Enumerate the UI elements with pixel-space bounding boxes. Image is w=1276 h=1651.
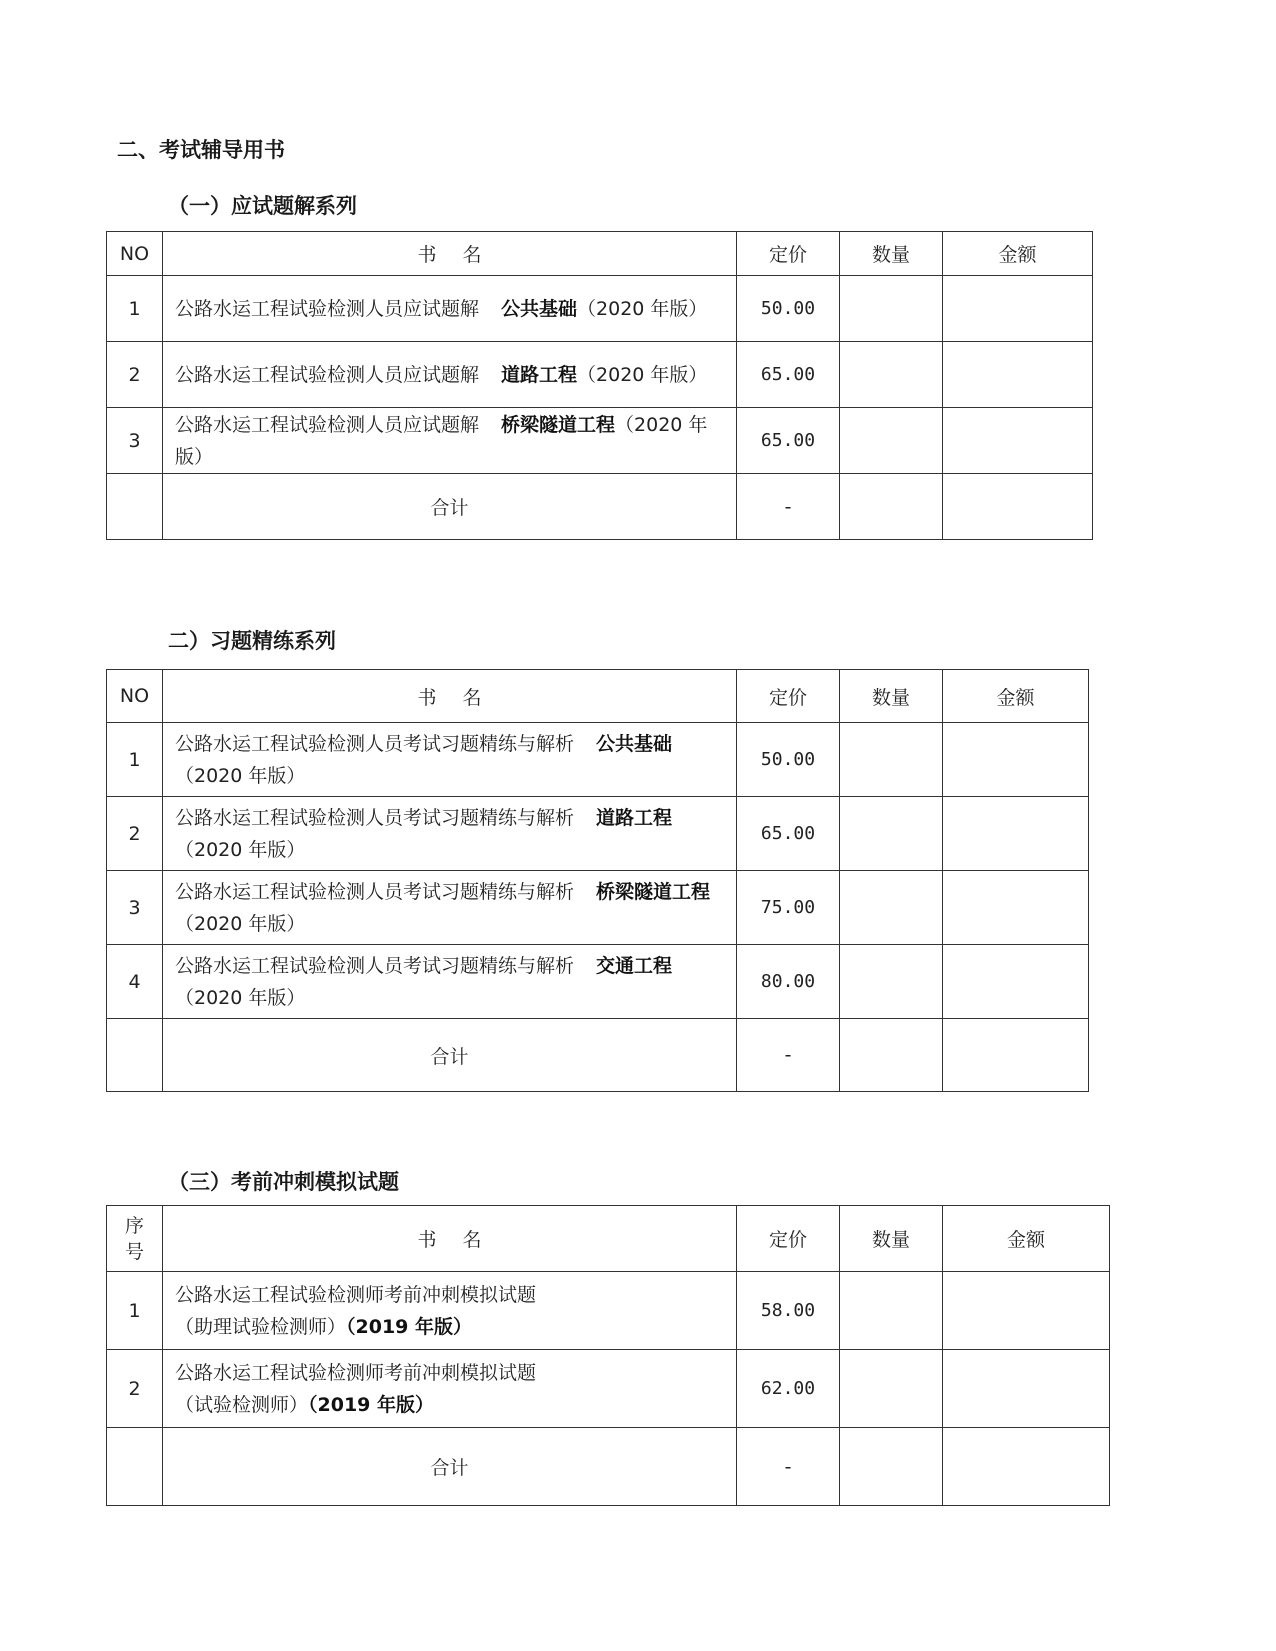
total-amount-cell[interactable] xyxy=(943,474,1093,540)
header-quantity: 数量 xyxy=(840,232,943,276)
title-edition: （2020 年版） xyxy=(577,363,708,386)
amount-cell[interactable] xyxy=(943,1350,1110,1428)
book-title xyxy=(163,1272,737,1350)
total-quantity-cell[interactable] xyxy=(840,1019,943,1092)
header-price: 定价 xyxy=(737,1206,840,1272)
title-edition: （2020 年版） xyxy=(577,297,708,320)
amount-cell[interactable] xyxy=(943,723,1089,797)
title-subject: 公共基础 xyxy=(501,297,578,320)
row-no: 1 xyxy=(107,723,163,797)
quantity-cell[interactable] xyxy=(840,408,943,474)
header-amount: 金额 xyxy=(943,670,1089,723)
amount-cell[interactable] xyxy=(943,342,1093,408)
book-price: 65.00 xyxy=(737,342,840,408)
book-title xyxy=(163,797,737,871)
table-row xyxy=(107,1350,1110,1428)
title-edition: （2019 年版） xyxy=(346,1315,473,1338)
quantity-cell[interactable] xyxy=(840,342,943,408)
title-prefix: 公路水运工程试验检测人员应试题解 xyxy=(175,297,480,320)
row-no: 3 xyxy=(107,871,163,945)
header-amount: 金额 xyxy=(943,232,1093,276)
book-price: 80.00 xyxy=(737,945,840,1019)
header-title xyxy=(163,670,737,723)
header-title-char: 名 xyxy=(462,1229,482,1251)
book-title xyxy=(163,342,737,408)
table-row xyxy=(107,871,1089,945)
title-subject: 公共基础 xyxy=(596,732,673,755)
header-quantity: 数量 xyxy=(840,670,943,723)
amount-cell[interactable] xyxy=(943,797,1089,871)
table-row xyxy=(107,723,1089,797)
section-heading: （三）考前冲刺模拟试题 xyxy=(168,1170,399,1194)
title-edition: （2020 年版） xyxy=(175,413,708,468)
amount-cell[interactable] xyxy=(943,1272,1110,1350)
header-quantity: 数量 xyxy=(840,1206,943,1272)
book-price: 50.00 xyxy=(737,723,840,797)
book-price: 58.00 xyxy=(737,1272,840,1350)
header-title-char: 书 xyxy=(417,244,437,266)
book-title xyxy=(163,723,737,797)
table-header-row xyxy=(107,232,1093,276)
header-title xyxy=(163,1206,737,1272)
total-label: 合计 xyxy=(163,1019,737,1092)
book-price: 75.00 xyxy=(737,871,840,945)
book-price: 50.00 xyxy=(737,276,840,342)
title-prefix: 公路水运工程试验检测师考前冲刺模拟试题 xyxy=(175,1361,537,1384)
title-edition: （2020 年版） xyxy=(175,986,306,1009)
total-label: 合计 xyxy=(163,1428,737,1506)
book-title xyxy=(163,945,737,1019)
title-subject: 桥梁隧道工程 xyxy=(596,880,711,903)
total-amount-cell[interactable] xyxy=(943,1019,1089,1092)
header-seq xyxy=(107,1206,163,1272)
row-no: 4 xyxy=(107,945,163,1019)
amount-cell[interactable] xyxy=(943,276,1093,342)
total-amount-cell[interactable] xyxy=(943,1428,1110,1506)
table-row xyxy=(107,797,1089,871)
table-row xyxy=(107,342,1093,408)
book-title xyxy=(163,1350,737,1428)
header-title-char: 名 xyxy=(462,686,482,709)
total-price: - xyxy=(737,1428,840,1506)
book-table-exam-solutions xyxy=(106,231,1093,540)
title-subject: 道路工程 xyxy=(501,363,578,386)
title-edition: （2020 年版） xyxy=(175,838,306,861)
total-no-cell xyxy=(107,474,163,540)
title-level: （试验检测师） xyxy=(175,1393,309,1416)
book-table-mock-exams xyxy=(106,1205,1110,1506)
total-no-cell xyxy=(107,1428,163,1506)
total-row xyxy=(107,474,1093,540)
book-price: 65.00 xyxy=(737,797,840,871)
table-row xyxy=(107,945,1089,1019)
amount-cell[interactable] xyxy=(943,871,1089,945)
header-title-char: 名 xyxy=(462,244,482,266)
row-no: 2 xyxy=(107,797,163,871)
header-seq-line: 号 xyxy=(124,1240,144,1263)
quantity-cell[interactable] xyxy=(840,276,943,342)
header-price: 定价 xyxy=(737,670,840,723)
table-header-row xyxy=(107,1206,1110,1272)
table-header-row xyxy=(107,670,1089,723)
table-row xyxy=(107,1272,1110,1350)
amount-cell[interactable] xyxy=(943,408,1093,474)
book-title xyxy=(163,408,737,474)
book-title xyxy=(163,871,737,945)
row-no: 2 xyxy=(107,1350,163,1428)
header-title-char: 书 xyxy=(417,686,437,709)
quantity-cell[interactable] xyxy=(840,723,943,797)
title-prefix: 公路水运工程试验检测师考前冲刺模拟试题 xyxy=(175,1283,537,1306)
title-edition: （2020 年版） xyxy=(175,912,306,935)
total-price: - xyxy=(737,474,840,540)
title-level: （助理试验检测师） xyxy=(175,1315,347,1338)
quantity-cell[interactable] xyxy=(840,1272,943,1350)
total-quantity-cell[interactable] xyxy=(840,474,943,540)
total-quantity-cell[interactable] xyxy=(840,1428,943,1506)
quantity-cell[interactable] xyxy=(840,1350,943,1428)
row-no: 1 xyxy=(107,1272,163,1350)
amount-cell[interactable] xyxy=(943,945,1089,1019)
quantity-cell[interactable] xyxy=(840,797,943,871)
page-heading: 二、考试辅导用书 xyxy=(117,138,285,162)
header-title-char: 书 xyxy=(417,1229,437,1251)
title-prefix: 公路水运工程试验检测人员考试习题精练与解析 xyxy=(175,954,575,977)
row-no: 3 xyxy=(107,408,163,474)
total-row xyxy=(107,1019,1089,1092)
section-heading: （一）应试题解系列 xyxy=(168,194,357,218)
header-seq-line: 序 xyxy=(124,1214,144,1237)
title-subject: 道路工程 xyxy=(596,806,673,829)
title-prefix: 公路水运工程试验检测人员应试题解 xyxy=(175,413,480,436)
total-price: - xyxy=(737,1019,840,1092)
book-table-practice-exercises xyxy=(106,669,1089,1092)
book-title xyxy=(163,276,737,342)
title-prefix: 公路水运工程试验检测人员应试题解 xyxy=(175,363,480,386)
row-no: 1 xyxy=(107,276,163,342)
table-row xyxy=(107,408,1093,474)
header-title xyxy=(163,232,737,276)
title-edition: （2019 年版） xyxy=(308,1393,435,1416)
section-heading: 二）习题精练系列 xyxy=(168,629,336,653)
table-row xyxy=(107,276,1093,342)
header-no: NO xyxy=(107,670,163,723)
quantity-cell[interactable] xyxy=(840,945,943,1019)
row-no: 2 xyxy=(107,342,163,408)
header-no: NO xyxy=(107,232,163,276)
title-edition: （2020 年版） xyxy=(175,764,306,787)
header-amount: 金额 xyxy=(943,1206,1110,1272)
title-prefix: 公路水运工程试验检测人员考试习题精练与解析 xyxy=(175,880,575,903)
title-subject: 交通工程 xyxy=(596,954,673,977)
book-price: 62.00 xyxy=(737,1350,840,1428)
title-subject: 桥梁隧道工程 xyxy=(501,413,616,436)
quantity-cell[interactable] xyxy=(840,871,943,945)
total-row xyxy=(107,1428,1110,1506)
book-price: 65.00 xyxy=(737,408,840,474)
total-no-cell xyxy=(107,1019,163,1092)
title-prefix: 公路水运工程试验检测人员考试习题精练与解析 xyxy=(175,806,575,829)
title-prefix: 公路水运工程试验检测人员考试习题精练与解析 xyxy=(175,732,575,755)
total-label: 合计 xyxy=(163,474,737,540)
header-price: 定价 xyxy=(737,232,840,276)
